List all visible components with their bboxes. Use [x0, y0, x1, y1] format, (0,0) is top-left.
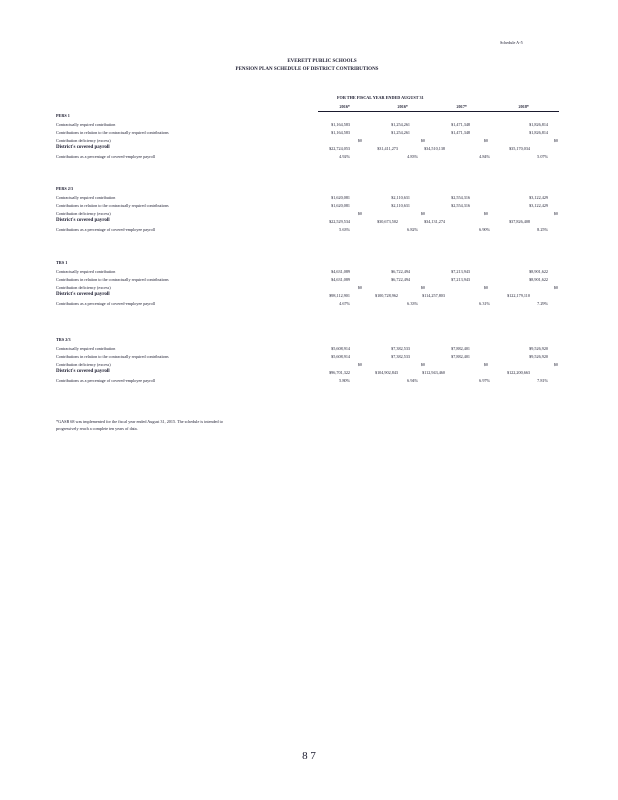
value-cell: $2,110,631 [391, 195, 410, 200]
value-cell: $5,608,914 [331, 354, 350, 359]
value-cell: $96,701,322 [329, 370, 350, 375]
value-cell: $98,112,901 [329, 293, 350, 298]
value-cell: $7,213,943 [451, 269, 470, 274]
value-cell: $0 [483, 362, 488, 367]
value-cell: $1,254,261 [391, 122, 410, 127]
value-cell: 5.07% [537, 154, 548, 159]
value-cell: $7,382,533 [391, 346, 410, 351]
row-label: District's covered payroll [56, 218, 110, 223]
row-label: District's covered payroll [56, 369, 110, 374]
value-cell: $2,554,316 [451, 203, 470, 208]
row-label: Contribution deficiency (excess) [56, 138, 111, 143]
value-cell: $0 [357, 211, 362, 216]
value-cell: $4,631,089 [331, 277, 350, 282]
value-cell: $0 [420, 362, 425, 367]
row-label: Contributions in relation to the contractually required contributions [56, 354, 169, 359]
value-cell: $0 [483, 138, 488, 143]
title-line-2: PENSION PLAN SCHEDULE OF DISTRICT CONTRIBUTIONS [235, 67, 379, 72]
value-cell: $6,722,494 [391, 269, 410, 274]
row-label: Contribution deficiency (excess) [56, 211, 111, 216]
title-line-1: EVERETT PUBLIC SCHOOLS [287, 59, 357, 64]
value-cell: $1,620,081 [331, 203, 350, 208]
value-cell: $9,526,920 [529, 346, 548, 351]
footnote-line-1: *GASB 68 was implemented for the fiscal year ended August 31, 2015. The schedule is intended to [56, 419, 223, 424]
row-label: Contributions as a percentage of covered-employee payroll [56, 378, 156, 383]
row-label: Contribution deficiency (excess) [56, 362, 111, 367]
value-cell: $7,382,533 [391, 354, 410, 359]
value-cell: $0 [553, 138, 558, 143]
value-cell: $7,882,401 [451, 354, 470, 359]
row-label: Contributions in relation to the contractually required contributions [56, 203, 169, 208]
value-cell: $8,901,622 [529, 277, 548, 282]
row-label: District's covered payroll [56, 145, 110, 150]
value-cell: 6.31% [479, 301, 490, 306]
value-cell: 6.97% [479, 378, 490, 383]
value-cell: $1,620,081 [331, 195, 350, 200]
row-label: Contractually required contribution [56, 195, 116, 200]
row-label: Contribution deficiency (excess) [56, 285, 111, 290]
fiscal-year-header: FOR THE FISCAL YEAR ENDED AUGUST 31 [337, 95, 424, 100]
row-label: Contributions in relation to the contractually required contributions [56, 130, 169, 135]
value-cell: 6.94% [407, 378, 418, 383]
value-cell: 8.25% [537, 227, 548, 232]
row-label: Contractually required contribution [56, 122, 116, 127]
section-heading: PERS 1 [56, 113, 70, 118]
value-cell: $2,554,316 [451, 195, 470, 200]
page-number: 8 7 [302, 750, 316, 762]
section-heading: TRS 2/3 [56, 337, 71, 342]
value-cell: $0 [483, 285, 488, 290]
footnote-line-2: progressively reach a complete ten years of data. [56, 426, 138, 431]
value-cell: $34,510,138 [424, 146, 445, 151]
value-cell: $0 [553, 285, 558, 290]
value-cell: $0 [420, 211, 425, 216]
value-cell: $8,901,622 [529, 269, 548, 274]
value-cell: $0 [420, 285, 425, 290]
value-cell: 5.80% [339, 378, 350, 383]
value-cell: $0 [357, 285, 362, 290]
value-cell: $22,529,534 [329, 219, 350, 224]
value-cell: $6,722,494 [391, 277, 410, 282]
row-label: Contributions as a percentage of covered-employee payroll [56, 227, 156, 232]
value-cell: $1,471,348 [451, 122, 470, 127]
value-cell: $0 [420, 138, 425, 143]
year-header-4: 2018* [518, 104, 529, 109]
value-cell: $1,826,814 [529, 122, 548, 127]
value-cell: $34,131,274 [424, 219, 445, 224]
value-cell: $122,200,663 [506, 370, 530, 375]
value-cell: $0 [483, 211, 488, 216]
value-cell: $7,213,943 [451, 277, 470, 282]
section-heading: TRS 1 [56, 260, 68, 265]
row-label: Contributions in relation to the contractually required contributions [56, 277, 169, 282]
value-cell: $31,411,273 [377, 146, 398, 151]
value-cell: 4.84% [479, 154, 490, 159]
value-cell: $5,608,914 [331, 346, 350, 351]
section-heading: PERS 2/3 [56, 186, 74, 191]
value-cell: $0 [357, 138, 362, 143]
header-underline [318, 111, 559, 112]
value-cell: 6.90% [479, 227, 490, 232]
row-label: District's covered payroll [56, 292, 110, 297]
row-label: Contributions as a percentage of covered-employee payroll [56, 154, 156, 159]
value-cell: 6.33% [407, 301, 418, 306]
value-cell: $114,257,803 [422, 293, 445, 298]
value-cell: $1,254,261 [391, 130, 410, 135]
value-cell: $3,122,429 [529, 203, 548, 208]
value-cell: $1,164,583 [331, 130, 350, 135]
value-cell: $1,164,583 [331, 122, 350, 127]
value-cell: 5.63% [339, 227, 350, 232]
value-cell: $0 [553, 211, 558, 216]
row-label: Contractually required contribution [56, 269, 116, 274]
row-label: Contributions as a percentage of covered-employee payroll [56, 301, 156, 306]
value-cell: 7.29% [537, 301, 548, 306]
value-cell: $1,826,814 [529, 130, 548, 135]
value-cell: $1,471,348 [451, 130, 470, 135]
value-cell: $22,724,053 [329, 146, 350, 151]
value-cell: $0 [553, 362, 558, 367]
year-header-2: 2016* [397, 104, 408, 109]
value-cell: 7.81% [537, 378, 548, 383]
value-cell: $4,631,089 [331, 269, 350, 274]
value-cell: $2,110,631 [391, 203, 410, 208]
value-cell: 4.67% [339, 301, 350, 306]
year-header-3: 2017* [456, 104, 467, 109]
value-cell: $100,728,962 [374, 293, 398, 298]
value-cell: 4.83% [407, 154, 418, 159]
value-cell: $122,179,110 [507, 293, 530, 298]
value-cell: $30,673,502 [377, 219, 398, 224]
row-label: Contractually required contribution [56, 346, 116, 351]
value-cell: $35,170,034 [509, 146, 530, 151]
value-cell: 4.92% [339, 154, 350, 159]
value-cell: $9,526,920 [529, 354, 548, 359]
year-header-1: 2016* [339, 104, 350, 109]
schedule-label: Schedule A-5 [500, 40, 523, 45]
value-cell: $37,826,408 [509, 219, 530, 224]
value-cell: $0 [357, 362, 362, 367]
value-cell: $7,882,401 [451, 346, 470, 351]
value-cell: 6.82% [407, 227, 418, 232]
value-cell: $3,122,429 [529, 195, 548, 200]
value-cell: $112,943,460 [422, 370, 445, 375]
value-cell: $104,902,843 [374, 370, 398, 375]
